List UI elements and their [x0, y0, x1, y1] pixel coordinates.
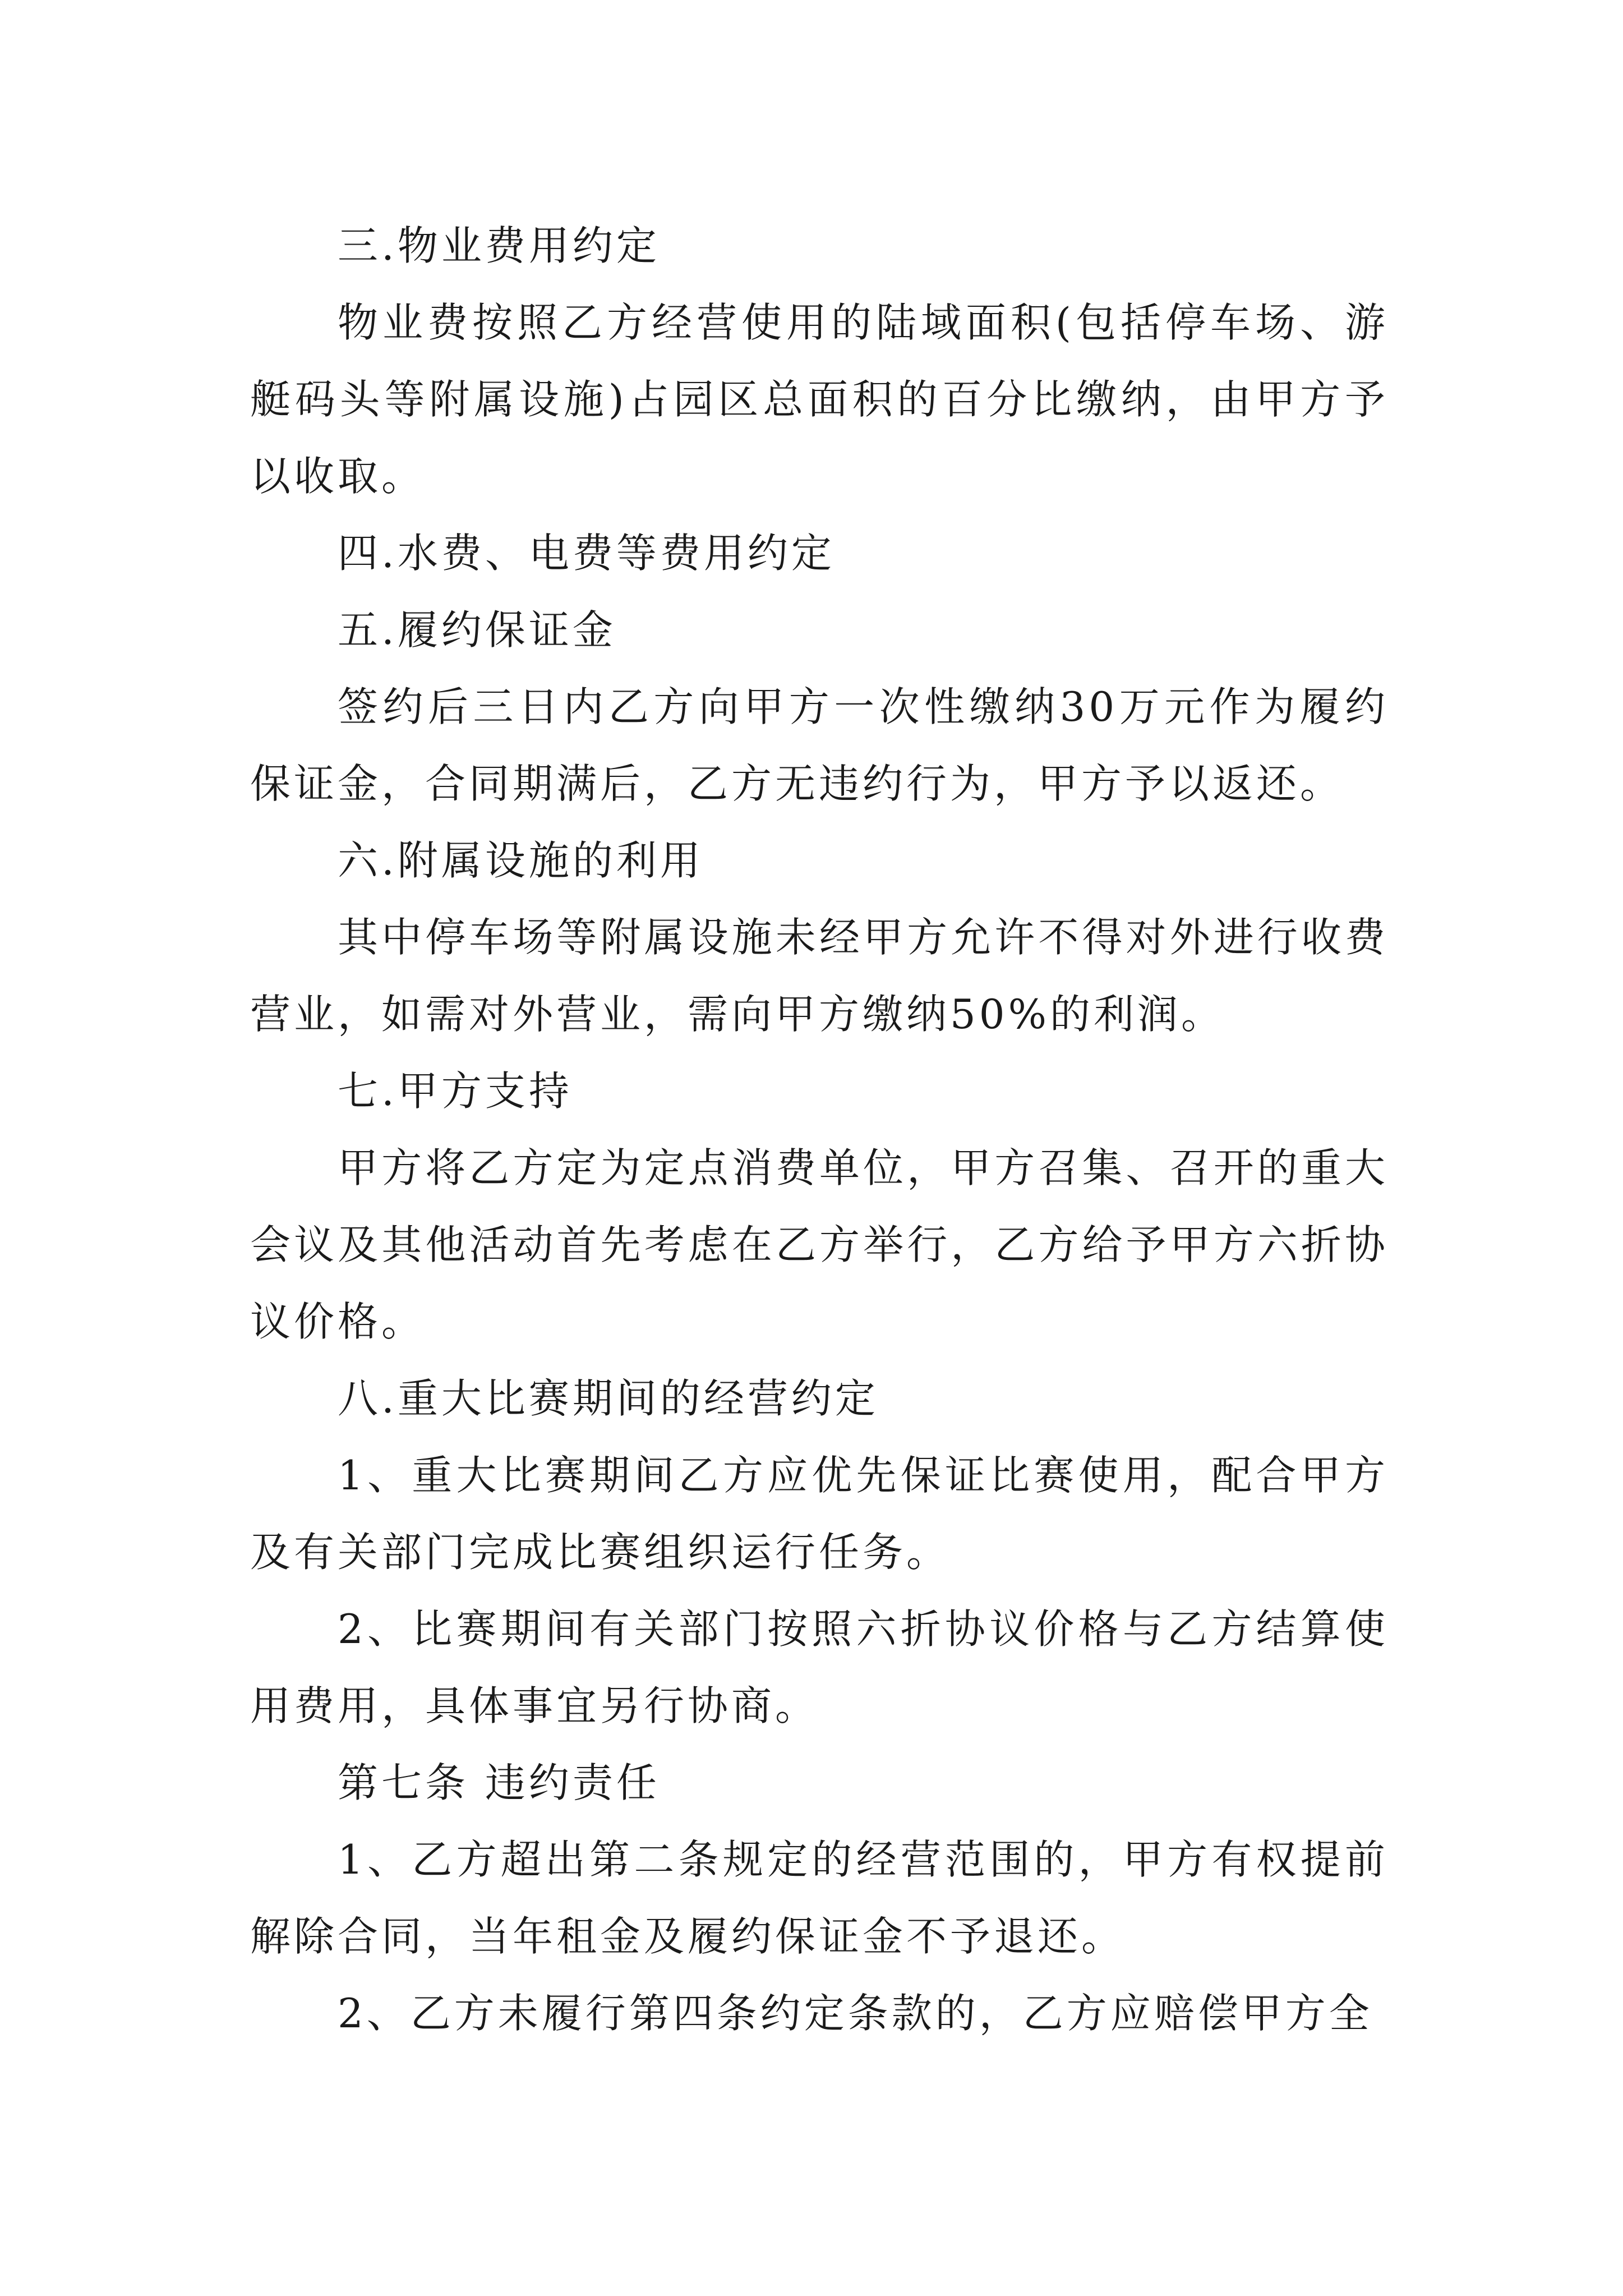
- heading-utility-fees: 四.水费、电费等费用约定: [338, 530, 835, 577]
- paragraph-party-a-support: 甲方将乙方定为定点消费单位，甲方召集、召开的重大会议及其他活动首先考虑在乙方举行，乙方给予甲方六折协议价格。: [250, 1144, 1389, 1345]
- paragraph-liability-1: 1、乙方超出第二条规定的经营范围的，甲方有权提前解除合同，当年租金及履约保证金不予退还。: [250, 1836, 1389, 1960]
- heading-party-a-support: 七.甲方支持: [338, 1068, 573, 1115]
- paragraph-liability-2: 2、乙方未履行第四条约定条款的，乙方应赔偿甲方全: [338, 1990, 1373, 2037]
- paragraph-major-events-2: 2、比赛期间有关部门按照六折协议价格与乙方结算使用费用，具体事宜另行协商。: [250, 1605, 1389, 1729]
- paragraph-property-fees: 物业费按照乙方经营使用的陆域面积(包括停车场、游艇码头等附属设施)占园区总面积的百分比缴纳，由甲方予以收取。: [250, 299, 1389, 500]
- heading-performance-bond: 五.履约保证金: [338, 606, 616, 654]
- heading-article-7-liability: 第七条 违约责任: [338, 1759, 660, 1806]
- heading-ancillary-facilities: 六.附属设施的利用: [338, 837, 704, 884]
- paragraph-performance-bond: 签约后三日内乙方向甲方一次性缴纳30万元作为履约保证金，合同期满后，乙方无违约行为，甲方予以返还。: [250, 683, 1389, 807]
- heading-major-events: 八.重大比赛期间的经营约定: [338, 1375, 879, 1422]
- document-body: [250, 208, 1389, 2052]
- paragraph-ancillary-facilities: 其中停车场等附属设施未经甲方允许不得对外进行收费营业，如需对外营业，需向甲方缴纳50%的利润。: [250, 914, 1389, 1038]
- heading-property-fees: 三.物业费用约定: [338, 222, 660, 269]
- paragraph-major-events-1: 1、重大比赛期间乙方应优先保证比赛使用，配合甲方及有关部门完成比赛组织运行任务。: [250, 1452, 1389, 1576]
